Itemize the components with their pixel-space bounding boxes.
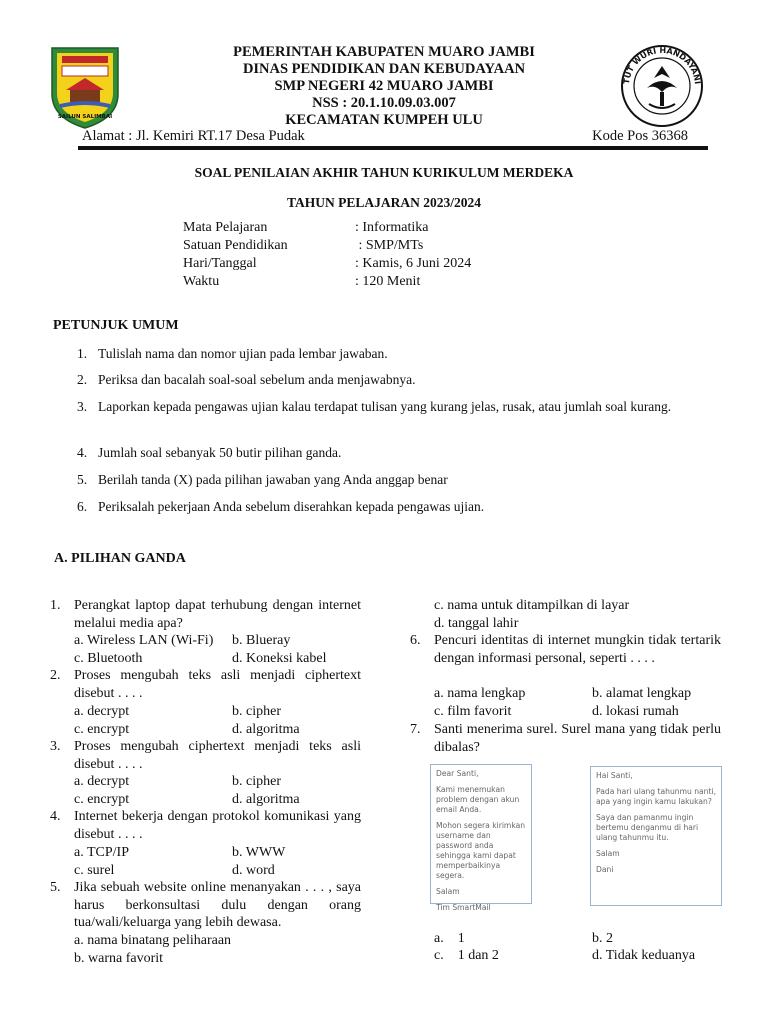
question-number: 4. xyxy=(50,809,61,824)
instruction-item xyxy=(77,398,716,415)
academic-year: TAHUN PELAJARAN 2023/2024 xyxy=(286,195,481,210)
info-row-subject xyxy=(183,219,471,237)
muaro-jambi-regency-logo xyxy=(46,44,124,130)
letterhead-line-5: KECAMATAN KUMPEH ULU xyxy=(285,112,483,128)
postal-code: Kode Pos 36368 xyxy=(592,128,688,144)
instruction-number: 3. xyxy=(77,399,88,414)
info-key: Hari/Tanggal xyxy=(183,256,257,271)
option-c[interactable]: c. Bluetooth xyxy=(74,651,143,666)
option-b[interactable]: b. 2 xyxy=(592,931,613,946)
school-address: Alamat : Jl. Kemiri RT.17 Desa Pudak xyxy=(82,128,305,144)
instruction-item xyxy=(77,444,716,461)
instruction-text: Periksalah pekerjaan Anda sebelum diserahkan kepada pengawas ujian. xyxy=(98,499,485,514)
option-c[interactable]: c. 1 dan 2 xyxy=(434,948,499,963)
info-row-time xyxy=(183,273,471,291)
question-text: Internet bekerja dengan protokol komunikasi yang disebut . . . . xyxy=(74,809,361,842)
logo-left-motto: SAILUN SALIMBAI xyxy=(57,114,113,120)
option-c[interactable]: c. film favorit xyxy=(434,704,512,719)
logo-right-motto: TUT WURI HANDAYANI xyxy=(621,45,702,85)
option-b[interactable]: b. cipher xyxy=(232,704,281,719)
question-number: 5. xyxy=(50,880,61,895)
email-paragraph: Pada hari ulang tahunmu nanti, apa yang ingin kamu lakukan? xyxy=(596,787,716,806)
instruction-number: 2. xyxy=(77,372,88,387)
info-row-date xyxy=(183,255,471,273)
letterhead-line-1: PEMERINTAH KABUPATEN MUARO JAMBI xyxy=(233,44,535,60)
email-card-1 xyxy=(430,764,532,912)
question-text: Jika sebuah website online menanyakan . . . , saya harus berkonsultasi dulu dengan orang tua/wali/keluarga yang lebih dewasa. xyxy=(74,880,361,930)
option-b[interactable]: b. cipher xyxy=(232,774,281,789)
option-a[interactable]: a. nama binatang peliharaan xyxy=(74,933,232,948)
question-number: 2. xyxy=(50,668,61,683)
email-sender: Tim SmartMail xyxy=(436,903,491,912)
instruction-text: Jumlah soal sebanyak 50 butir pilihan ganda. xyxy=(98,445,342,460)
option-d[interactable]: d. algoritma xyxy=(232,792,300,807)
instruction-item xyxy=(77,371,716,388)
question-text: Santi menerima surel. Surel mana yang tidak perlu dibalas? xyxy=(434,722,721,755)
address-line xyxy=(82,127,688,146)
letterhead-divider xyxy=(78,146,708,150)
option-a[interactable]: a. decrypt xyxy=(74,774,130,789)
general-instructions-heading: PETUNJUK UMUM xyxy=(53,318,179,333)
letterhead-line-4: NSS : 20.1.10.09.03.007 xyxy=(312,95,456,111)
info-value: : 120 Menit xyxy=(355,274,421,289)
option-c[interactable]: c. nama untuk ditampilkan di layar xyxy=(434,598,630,613)
instruction-number: 1. xyxy=(77,346,88,361)
instruction-number: 5. xyxy=(77,472,88,487)
instruction-text: Berilah tanda (X) pada pilihan jawaban yang Anda anggap benar xyxy=(98,472,448,487)
tut-wuri-handayani-logo xyxy=(617,44,707,128)
option-a[interactable]: a. 1 xyxy=(434,931,465,946)
email-closing: Salam xyxy=(436,887,460,896)
option-d[interactable]: d. Koneksi kabel xyxy=(232,651,327,666)
option-b[interactable]: b. alamat lengkap xyxy=(592,686,692,701)
info-value: : Kamis, 6 Juni 2024 xyxy=(355,256,472,271)
email-closing: Salam xyxy=(596,849,620,858)
option-d[interactable]: d. algoritma xyxy=(232,722,300,737)
option-a[interactable]: a. Wireless LAN (Wi-Fi) xyxy=(74,633,214,648)
section-a-heading: A. PILIHAN GANDA xyxy=(54,551,186,566)
option-d[interactable]: d. lokasi rumah xyxy=(592,704,679,719)
email-greeting: Hai Santi, xyxy=(596,771,633,780)
info-value: : SMP/MTs xyxy=(355,238,424,253)
email-card-2 xyxy=(590,766,722,906)
question-text: Pencuri identitas di internet mungkin tidak tertarik dengan informasi personal, seperti . . . . xyxy=(434,633,721,666)
option-c[interactable]: c. encrypt xyxy=(74,792,130,807)
option-d[interactable]: d. Tidak keduanya xyxy=(592,948,696,963)
option-b[interactable]: b. warna favorit xyxy=(74,951,164,966)
option-d[interactable]: d. word xyxy=(232,863,275,878)
info-key: Mata Pelajaran xyxy=(183,220,268,235)
option-c[interactable]: c. surel xyxy=(74,863,115,878)
option-a[interactable]: a. decrypt xyxy=(74,704,130,719)
info-row-level xyxy=(183,237,471,255)
option-b[interactable]: b. Blueray xyxy=(232,633,291,648)
email-sender: Dani xyxy=(596,865,614,874)
question-number: 6. xyxy=(410,633,421,648)
letterhead-line-3: SMP NEGERI 42 MUARO JAMBI xyxy=(274,78,494,94)
question-text: Proses mengubah ciphertext menjadi teks asli disebut . . . . xyxy=(74,739,361,772)
letterhead xyxy=(150,44,618,129)
option-a[interactable]: a. nama lengkap xyxy=(434,686,526,701)
exam-title: SOAL PENILAIAN AKHIR TAHUN KURIKULUM MERDEKA xyxy=(194,165,574,180)
email-paragraph: Mohon segera kirimkan username dan password anda sehingga kami dapat memperbaikinya segera. xyxy=(436,821,526,880)
instruction-item xyxy=(77,471,716,488)
email-paragraph: Kami menemukan problem dengan akun email Anda. xyxy=(436,785,520,814)
instruction-item xyxy=(77,498,716,515)
exam-info xyxy=(183,219,471,291)
instruction-text: Periksa dan bacalah soal-soal sebelum anda menjawabnya. xyxy=(98,372,416,387)
option-c[interactable]: c. encrypt xyxy=(74,722,130,737)
option-d[interactable]: d. tanggal lahir xyxy=(434,616,519,631)
question-number: 7. xyxy=(410,722,421,737)
instruction-text: Laporkan kepada pengawas ujian kalau terdapat tulisan yang kurang jelas, rusak, atau jumlah soal kurang. xyxy=(98,399,672,414)
instruction-number: 4. xyxy=(77,445,88,460)
instruction-number: 6. xyxy=(77,499,88,514)
option-a[interactable]: a. TCP/IP xyxy=(74,845,129,860)
question-text: Perangkat laptop dapat terhubung dengan internet melalui media apa? xyxy=(74,598,361,631)
info-key: Waktu xyxy=(183,274,220,289)
info-key: Satuan Pendidikan xyxy=(183,238,288,253)
letterhead-line-2: DINAS PENDIDIKAN DAN KEBUDAYAAN xyxy=(242,61,526,77)
instruction-text: Tulislah nama dan nomor ujian pada lembar jawaban. xyxy=(98,346,388,361)
option-b[interactable]: b. WWW xyxy=(232,845,286,860)
question-number: 1. xyxy=(50,598,61,613)
info-value: : Informatika xyxy=(355,220,429,235)
email-paragraph: Saya dan pamanmu ingin bertemu denganmu di hari ulang tahunmu itu. xyxy=(596,813,699,842)
question-text: Proses mengubah teks asli menjadi ciphertext disebut . . . . xyxy=(74,668,361,701)
question-number: 3. xyxy=(50,739,61,754)
email-greeting: Dear Santi, xyxy=(436,769,479,778)
instruction-item xyxy=(77,345,716,362)
